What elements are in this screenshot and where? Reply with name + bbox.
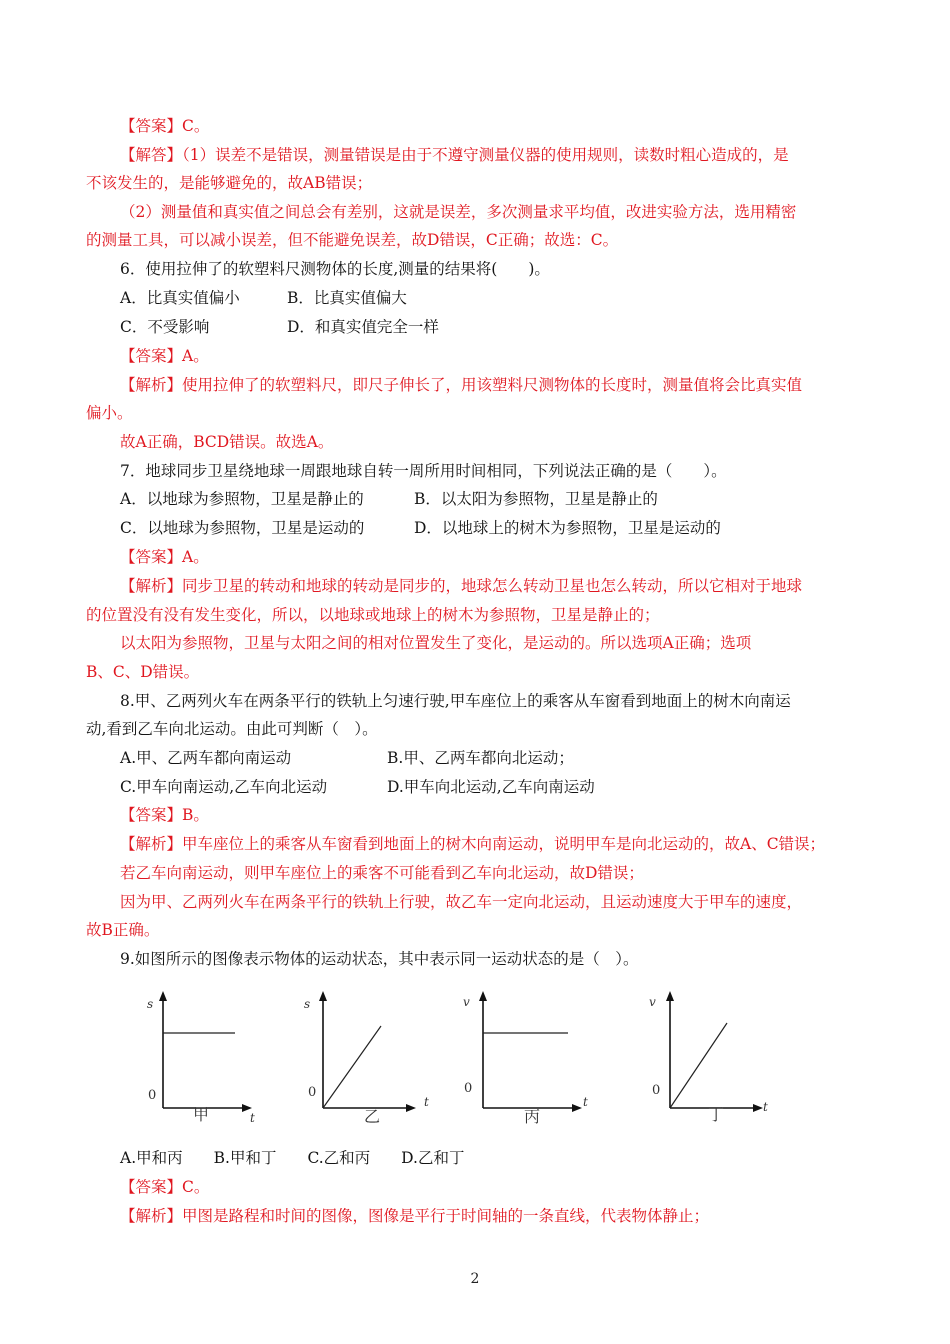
graph-ding bbox=[645, 988, 785, 1128]
q8-explanation-3a: 因为甲、乙两列火车在两条平行的铁轨上行驶，故乙车一定向北运动，且运动速度大于甲车的速度， bbox=[120, 893, 803, 911]
q6-option-c: C．不受影响 bbox=[120, 318, 210, 336]
origin-label: 0 bbox=[464, 1081, 473, 1096]
q7-explanation-1a: 【解析】同步卫星的转动和地球的转动是同步的，地球怎么转动卫星也怎么转动，所以它相对于地球 bbox=[120, 577, 803, 595]
graph-yi-svg bbox=[298, 988, 428, 1128]
q8-option-d: D.甲车向北运动,乙车向南运动 bbox=[387, 778, 595, 796]
x-axis-label: t bbox=[250, 1111, 255, 1125]
origin-label: 0 bbox=[148, 1088, 157, 1103]
q6-explanation-1b: 偏小。 bbox=[86, 404, 133, 422]
q8-question-a: 8.甲、乙两列火车在两条平行的铁轨上匀速行驶,甲车座位上的乘客从车窗看到地面上的树木向南运 bbox=[120, 692, 791, 710]
q7-option-b: B．以太阳为参照物，卫星是静止的 bbox=[414, 490, 658, 508]
q8-option-a: A.甲、乙两车都向南运动 bbox=[120, 749, 292, 767]
q5-explanation-2a: （2）测量值和真实值之间总会有差别，这就是误差，多次测量求平均值，改进实验方法，选用精密 bbox=[120, 203, 797, 221]
data-line-diagonal bbox=[670, 1023, 727, 1108]
x-axis-label: t bbox=[424, 1095, 429, 1109]
q9-question: 9.如图所示的图像表示物体的运动状态，其中表示同一运动状态的是（ ）。 bbox=[120, 950, 639, 968]
q7-explanation-2a: 以太阳为参照物，卫星与太阳之间的相对位置发生了变化，是运动的。所以选项A正确；选项 bbox=[120, 634, 752, 652]
q5-explanation-1b: 不该发生的，是能够避免的，故AB错误； bbox=[86, 174, 373, 192]
q6-question: 6．使用拉伸了的软塑料尺测物体的长度,测量的结果将( )。 bbox=[120, 260, 550, 278]
y-axis-arrow bbox=[666, 991, 674, 1001]
q8-option-c: C.甲车向南运动,乙车向北运动 bbox=[120, 778, 328, 796]
y-axis-arrow bbox=[159, 991, 167, 1001]
q8-explanation-1: 【解析】甲车座位上的乘客从车窗看到地面上的树木向南运动，说明甲车是向北运动的，故A、C错误； bbox=[120, 835, 826, 853]
graph-caption: 甲 bbox=[193, 1105, 210, 1124]
graph-caption: 丁 bbox=[708, 1105, 725, 1124]
q6-option-d: D．和真实值完全一样 bbox=[287, 318, 439, 336]
page-number: 2 bbox=[470, 1271, 480, 1287]
graph-jia bbox=[138, 988, 258, 1128]
q7-option-c: C．以地球为参照物，卫星是运动的 bbox=[120, 519, 365, 537]
q8-option-b: B.甲、乙两车都向北运动； bbox=[387, 749, 574, 767]
q6-explanation-2: 故A正确，BCD错误。故选A。 bbox=[120, 433, 334, 451]
y-axis-label: v bbox=[649, 995, 656, 1009]
data-line-diagonal bbox=[323, 1026, 381, 1108]
q7-option-d: D．以地球上的树木为参照物，卫星是运动的 bbox=[414, 519, 721, 537]
q7-answer: 【答案】A。 bbox=[120, 548, 209, 566]
x-axis-arrow bbox=[753, 1104, 763, 1112]
q7-explanation-1b: 的位置没有没有发生变化，所以，以地球或地球上的树木为参照物，卫星是静止的； bbox=[86, 606, 660, 624]
q6-answer: 【答案】A。 bbox=[120, 347, 209, 365]
q8-answer: 【答案】B。 bbox=[120, 806, 209, 824]
y-axis-arrow bbox=[319, 991, 327, 1001]
graph-caption: 丙 bbox=[524, 1107, 541, 1126]
q7-explanation-2b: B、C、D错误。 bbox=[86, 663, 200, 681]
y-axis-label: s bbox=[147, 997, 154, 1011]
q6-explanation-1a: 【解析】使用拉伸了的软塑料尺，即尺子伸长了，用该塑料尺测物体的长度时，测量值将会比真实值 bbox=[120, 376, 803, 394]
x-axis-label: t bbox=[763, 1100, 768, 1114]
q5-answer: 【答案】C。 bbox=[120, 117, 210, 135]
q8-explanation-3b: 故B正确。 bbox=[86, 921, 160, 939]
graph-bing bbox=[458, 988, 598, 1128]
q9-options: A.甲和丙 B.甲和丁 C.乙和丙 D.乙和丁 bbox=[120, 1149, 465, 1167]
x-axis-label: t bbox=[583, 1095, 588, 1109]
x-axis-arrow bbox=[406, 1104, 416, 1112]
q6-option-b: B．比真实值偏大 bbox=[287, 289, 407, 307]
q5-explanation-2b: 的测量工具，可以减小误差，但不能避免误差，故D错误，C正确；故选：C。 bbox=[86, 231, 619, 249]
origin-label: 0 bbox=[652, 1083, 661, 1098]
y-axis-label: s bbox=[304, 997, 311, 1011]
q7-question: 7．地球同步卫星绕地球一周跟地球自转一周所用时间相同，下列说法正确的是（ ）。 bbox=[120, 462, 727, 480]
y-axis-label: v bbox=[463, 995, 470, 1009]
y-axis-arrow bbox=[479, 991, 487, 1001]
q6-option-a: A．比真实值偏小 bbox=[120, 289, 240, 307]
q5-explanation-1a: 【解答】（1）误差不是错误，测量错误是由于不遵守测量仪器的使用规则，读数时粗心造成的，是 bbox=[120, 146, 789, 164]
q7-option-a: A．以地球为参照物，卫星是静止的 bbox=[120, 490, 364, 508]
graph-yi bbox=[298, 988, 428, 1128]
q9-explanation-1: 【解析】甲图是路程和时间的图像，图像是平行于时间轴的一条直线，代表物体静止； bbox=[120, 1207, 710, 1225]
graph-caption: 乙 bbox=[364, 1107, 381, 1126]
q8-question-b: 动,看到乙车向北运动。由此可判断（ ）。 bbox=[86, 720, 378, 738]
origin-label: 0 bbox=[308, 1085, 317, 1100]
x-axis-arrow bbox=[572, 1104, 582, 1112]
q9-answer: 【答案】C。 bbox=[120, 1178, 210, 1196]
q8-explanation-2: 若乙车向南运动，则甲车座位上的乘客不可能看到乙车向北运动，故D错误； bbox=[120, 864, 644, 882]
